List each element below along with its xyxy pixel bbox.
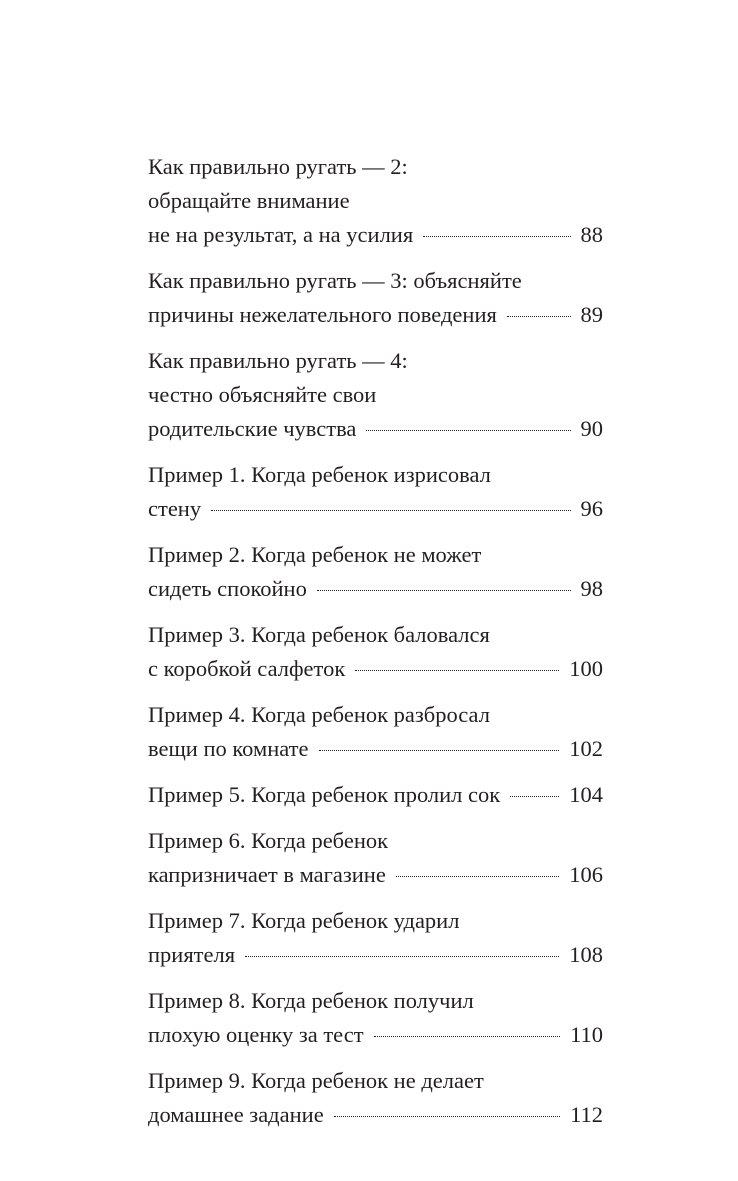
toc-page-number: 112 [570, 1102, 603, 1127]
toc-entry-title-end: причины нежелательного поведения [148, 302, 497, 327]
toc-entry-title-end: домашнее задание [148, 1102, 324, 1127]
toc-entry-last-line [148, 412, 603, 446]
toc-entry-title-line: Пример 6. Когда ребенок [148, 828, 389, 853]
toc-page-number: 104 [569, 782, 603, 807]
toc-page-number: 108 [569, 942, 603, 967]
toc-entry-title-line: Пример 7. Когда ребенок ударил [148, 908, 460, 933]
dot-leader [510, 796, 559, 797]
toc-entry-title-end: плохую оценку за тест [148, 1022, 364, 1047]
toc-page-number: 102 [569, 736, 603, 761]
toc-entry-title-end: вещи по комнате [148, 736, 309, 761]
table-of-contents [148, 150, 603, 1144]
toc-page-number: 96 [580, 496, 603, 521]
toc-entry[interactable] [148, 150, 603, 252]
toc-entry-title-end: капризничает в магазине [148, 862, 386, 887]
toc-entry-title-line: Пример 8. Когда ребенок получил [148, 988, 474, 1013]
dot-leader [396, 876, 559, 877]
toc-entry-title-end: не на результат, а на усилия [148, 222, 414, 247]
toc-entry-last-line [148, 1018, 603, 1052]
toc-entry[interactable] [148, 344, 603, 446]
toc-entry-last-line [148, 218, 603, 252]
toc-entry[interactable] [148, 698, 603, 766]
toc-entry-last-line [148, 492, 603, 526]
toc-page-number: 98 [580, 576, 603, 601]
toc-page-number: 89 [580, 302, 603, 327]
toc-page-number: 88 [580, 222, 603, 247]
dot-leader [317, 590, 571, 591]
toc-entry-last-line [148, 778, 603, 812]
toc-entry-title-line: Пример 2. Когда ребенок не может [148, 542, 482, 567]
toc-entry-title-end: стену [148, 496, 202, 521]
toc-entry-last-line [148, 732, 603, 766]
toc-entry-title-end: с коробкой салфеток [148, 656, 346, 681]
toc-entry[interactable] [148, 984, 603, 1052]
toc-entry-title-line: обращайте внимание [148, 188, 350, 213]
toc-entry-title-line: Как правильно ругать — 3: объясняйте [148, 268, 522, 293]
toc-entry-title-end: родительские чувства [148, 416, 357, 441]
toc-entry-title-end: приятеля [148, 942, 236, 967]
toc-entry-last-line [148, 652, 603, 686]
toc-entry-title-end: Пример 5. Когда ребенок пролил сок [148, 782, 501, 807]
toc-page-number: 110 [570, 1022, 603, 1047]
toc-entry[interactable] [148, 264, 603, 332]
toc-entry-title-line: Как правильно ругать — 2: [148, 154, 408, 179]
toc-entry[interactable] [148, 904, 603, 972]
toc-entry-title-line: честно объясняйте свои [148, 382, 377, 407]
toc-entry-title-line: Пример 3. Когда ребенок баловался [148, 622, 490, 647]
toc-entry-title-line: Как правильно ругать — 4: [148, 348, 408, 373]
toc-entry-last-line [148, 938, 603, 972]
toc-entry-title-end: сидеть спокойно [148, 576, 307, 601]
toc-entry[interactable] [148, 824, 603, 892]
toc-entry[interactable] [148, 458, 603, 526]
toc-page-number: 90 [580, 416, 603, 441]
toc-entry[interactable] [148, 618, 603, 686]
dot-leader [355, 670, 559, 671]
toc-entry[interactable] [148, 1064, 603, 1132]
toc-entry[interactable] [148, 538, 603, 606]
toc-entry-last-line [148, 858, 603, 892]
dot-leader [423, 236, 570, 237]
dot-leader [334, 1116, 560, 1117]
dot-leader [319, 750, 560, 751]
toc-entry-title-line: Пример 4. Когда ребенок разбросал [148, 702, 490, 727]
toc-page-number: 106 [569, 862, 603, 887]
dot-leader [366, 430, 570, 431]
toc-page-number: 100 [569, 656, 603, 681]
toc-entry-title-line: Пример 9. Когда ребенок не делает [148, 1068, 484, 1093]
toc-entry-last-line [148, 298, 603, 332]
toc-entry-last-line [148, 572, 603, 606]
dot-leader [507, 316, 571, 317]
dot-leader [245, 956, 559, 957]
toc-entry[interactable] [148, 778, 603, 812]
toc-entry-last-line [148, 1098, 603, 1132]
toc-entry-title-line: Пример 1. Когда ребенок изрисовал [148, 462, 491, 487]
dot-leader [211, 510, 570, 511]
dot-leader [374, 1036, 561, 1037]
